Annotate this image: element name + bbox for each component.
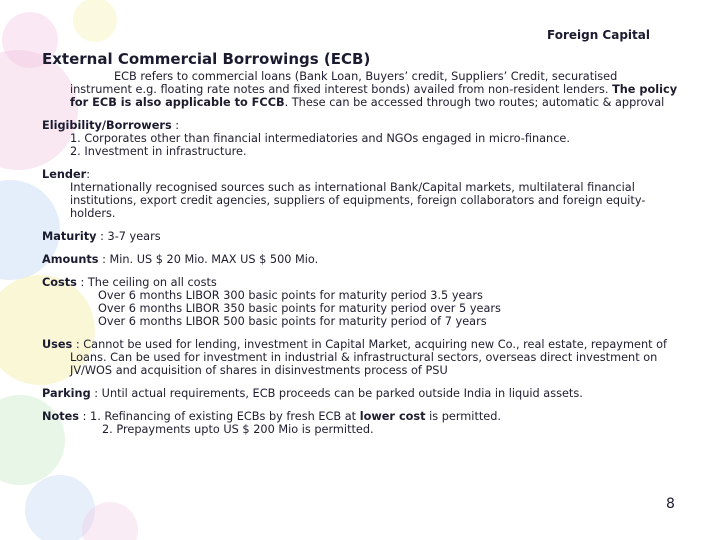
notes-line1-bold: lower cost	[359, 410, 426, 423]
eligibility-sep: :	[171, 119, 180, 132]
amounts-label: Amounts	[42, 253, 99, 266]
parking-section	[42, 387, 682, 400]
intro-text: ECB refers to commercial loans (Bank Loan, Buyers’ credit, Suppliers’ Credit, securatised instrument e.g. floating rate notes and fixed interest bonds) availed from non-resident lenders.	[70, 70, 618, 96]
slide-body	[42, 70, 682, 436]
notes-line1-pre: : 1. Refinancing of existing ECBs by fresh ECB at	[79, 410, 360, 423]
eligibility-section	[42, 119, 682, 158]
maturity-section	[42, 230, 682, 243]
parking-label: Parking	[42, 387, 91, 400]
intro-tail: . These can be accessed through two routes; automatic & approval	[284, 96, 665, 109]
costs-first: : The ceiling on all costs	[76, 276, 217, 289]
notes-line1-post: is permitted.	[425, 410, 502, 423]
amounts-section	[42, 253, 682, 266]
amounts-text: : Min. US $ 20 Mio. MAX US $ 500 Mio.	[98, 253, 319, 266]
slide-section-header: Foreign Capital	[547, 28, 650, 42]
intro-paragraph	[42, 70, 682, 109]
slide-title: External Commercial Borrowings (ECB)	[42, 50, 371, 68]
costs-label: Costs	[42, 276, 77, 289]
uses-label: Uses	[42, 338, 73, 351]
costs-section	[42, 276, 682, 328]
bubble-yellow-top	[73, 0, 117, 42]
eligibility-label: Eligibility/Borrowers	[42, 119, 172, 132]
notes-line2: 2. Prepayments upto US $ 200 Mio is permitted.	[102, 423, 374, 436]
intro-bold: The policy for ECB is also applicable to FCCB	[70, 83, 678, 109]
notes-section	[42, 410, 682, 436]
parking-text: : Until actual requirements, ECB proceeds can be parked outside India in liquid assets.	[90, 387, 583, 400]
uses-section	[42, 338, 682, 377]
notes-label: Notes	[42, 410, 80, 423]
lender-label: Lender	[42, 168, 87, 181]
uses-text: : Cannot be used for lending, investment in Capital Market, acquiring new Co., real estate, repayment of Loans. Can be used for investment in industrial & infrastructural sectors, overseas direct investment on JV/WOS and acquisition of shares in disinvestments process of PSU	[70, 338, 668, 377]
page-number: 8	[666, 496, 675, 512]
lender-text: Internationally recognised sources such as international Bank/Capital markets, multilateral financial institutions, export credit agencies, suppliers of equipments, foreign collaborators and foreign equity-holders.	[70, 181, 646, 220]
lender-section	[42, 168, 682, 220]
costs-line: Over 6 months LIBOR 350 basic points for maturity period over 5 years	[98, 302, 501, 315]
lender-sep: :	[86, 168, 91, 181]
eligibility-item: 1. Corporates other than financial intermediatories and NGOs engaged in micro-finance.	[70, 132, 570, 145]
costs-line: Over 6 months LIBOR 300 basic points for maturity period 3.5 years	[98, 289, 483, 302]
maturity-label: Maturity	[42, 230, 97, 243]
maturity-text: : 3-7 years	[96, 230, 161, 243]
eligibility-item: 2. Investment in infrastructure.	[70, 145, 247, 158]
costs-line: Over 6 months LIBOR 500 basic points for maturity period of 7 years	[98, 315, 487, 328]
